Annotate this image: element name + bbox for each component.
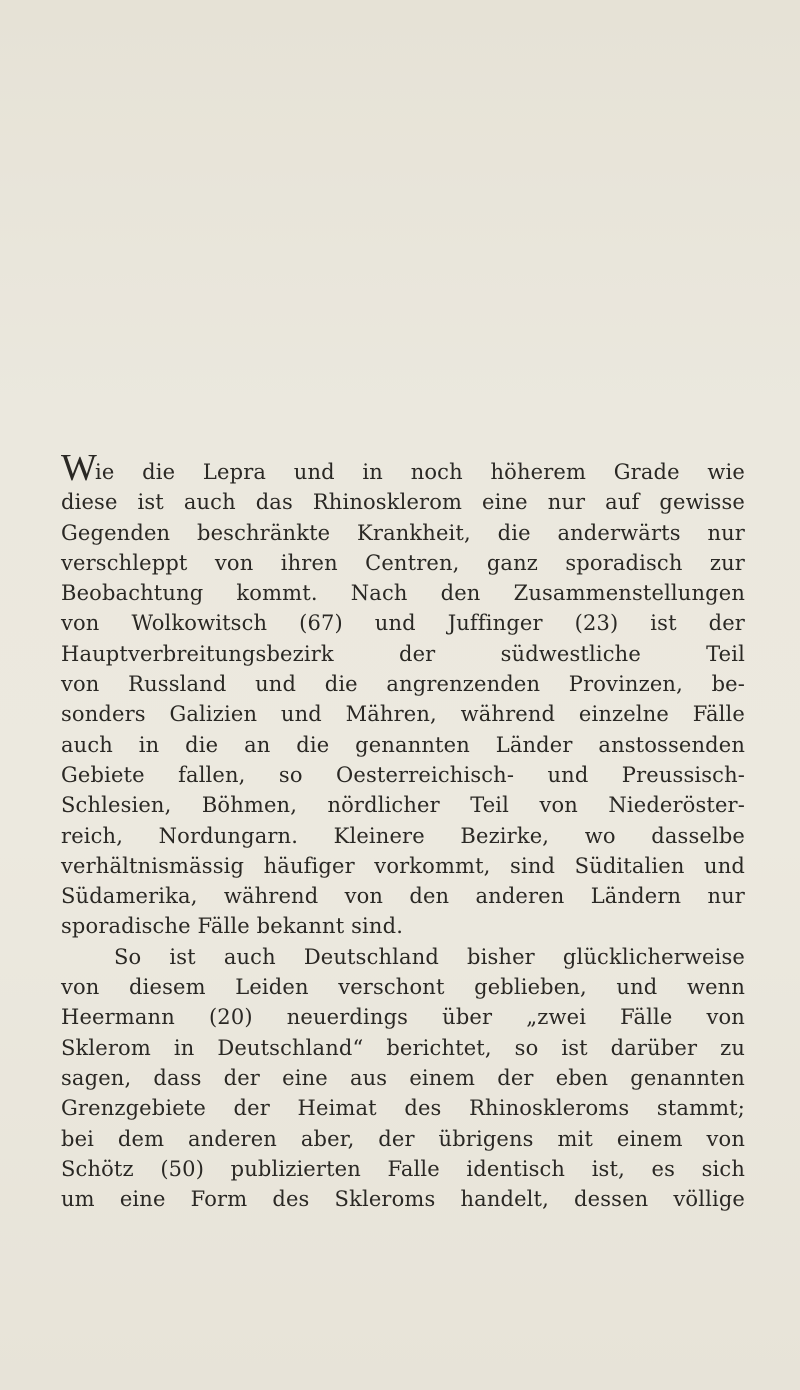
- paragraph-2-line-8: Schötz (50) publizierten Falle identisch ist, es sich: [61, 1156, 745, 1181]
- drop-cap: W: [61, 447, 98, 489]
- paragraph-2-line-2: von diesem Leiden verschont geblieben, und wenn: [61, 975, 745, 1000]
- paragraph-1-line-14: verhältnismässig häufiger vorkommt, sind Süditalien und: [61, 853, 745, 878]
- paragraph-1-line-1: W ie die Lepra und in noch höherem Grade wie: [61, 447, 745, 489]
- paragraph-2-line-7: bei dem anderen aber, der übrigens mit einem von: [61, 1126, 745, 1151]
- paragraph-1-line-5: Beobachtung kommt. Nach den Zusammenstellungen: [61, 581, 745, 606]
- paragraph-2-line-1: So ist auch Deutschland bisher glücklicherweise: [114, 944, 745, 969]
- paragraph-1-line-10: auch in die an die genannten Länder anstossenden: [61, 732, 745, 757]
- paragraph-1-line-4: verschleppt von ihren Centren, ganz sporadisch zur: [61, 550, 745, 575]
- paragraph-1-line-15: Südamerika, während von den anderen Ländern nur: [61, 884, 745, 909]
- paragraph-1-line-9: sonders Galizien und Mähren, während einzelne Fälle: [61, 702, 745, 727]
- paragraph-2-line-3: Heermann (20) neuerdings über „zwei Fälle von: [61, 1005, 745, 1030]
- paragraph-1-line-16: sporadische Fälle bekannt sind.: [61, 914, 404, 939]
- paragraph-1-line-2: diese ist auch das Rhinosklerom eine nur auf gewisse: [61, 490, 745, 515]
- paragraph-1-line-7: Hauptverbreitungsbezirk der südwestliche Teil: [61, 641, 745, 666]
- paragraph-2-line-5: sagen, dass der eine aus einem der eben genannten: [61, 1065, 745, 1090]
- paragraph-2-line-9: um eine Form des Skleroms handelt, dessen völlige: [61, 1187, 745, 1212]
- paragraph-1-line-3: Gegenden beschränkte Krankheit, die anderwärts nur: [61, 520, 745, 545]
- paragraph-1-line-8: von Russland und die angrenzenden Provinzen, be-: [61, 672, 745, 697]
- paragraph-1-line-11: Gebiete fallen, so Oesterreichisch- und Preussisch-: [61, 762, 745, 787]
- paragraph-2-line-4: Sklerom in Deutschland“ berichtet, so ist darüber zu: [61, 1035, 745, 1060]
- paragraph-2-line-6: Grenzgebiete der Heimat des Rhinoskleroms stammt;: [61, 1096, 745, 1121]
- paragraph-1-line-12: Schlesien, Böhmen, nördlicher Teil von Niederöster-: [61, 793, 745, 818]
- paragraph-1-line-13: reich, Nordungarn. Kleinere Bezirke, wo dasselbe: [61, 823, 745, 848]
- paragraph-1-line-6: von Wolkowitsch (67) und Juffinger (23) ist der: [61, 611, 745, 636]
- body-text: [61, 447, 745, 1214]
